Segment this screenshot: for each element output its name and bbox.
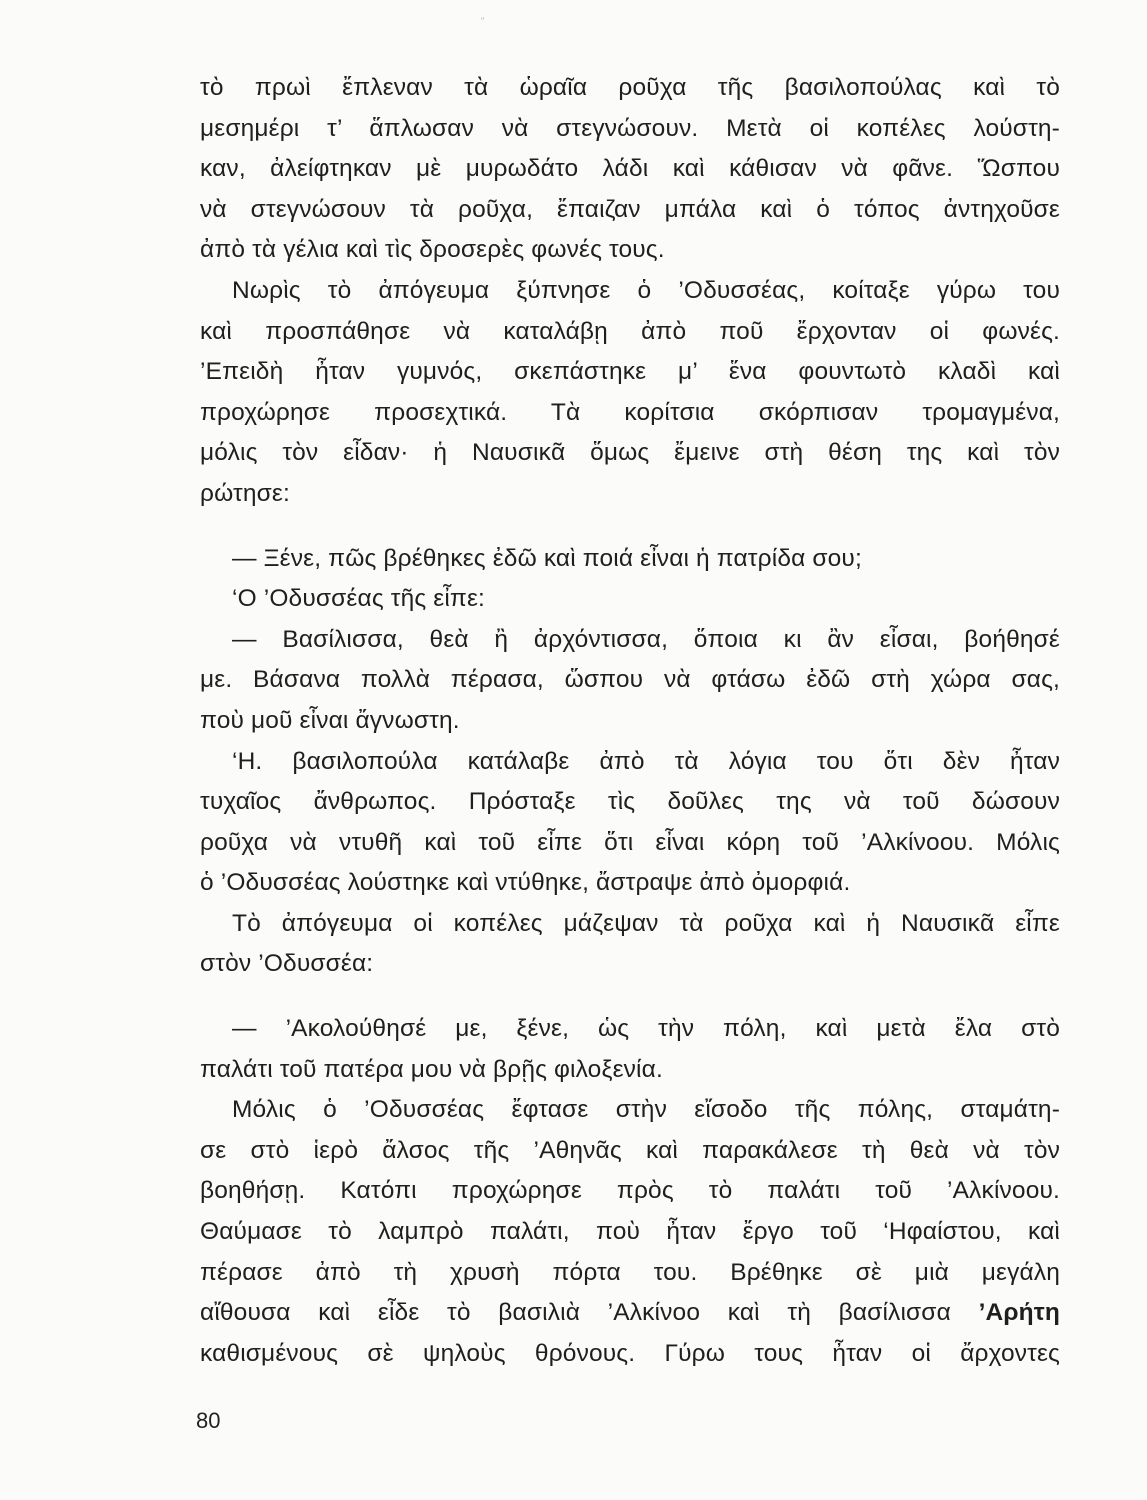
text-line: καθισμένους σὲ ψηλοὺς θρόνους. Γύρω τους ἦταν οἱ ἄρχοντες bbox=[200, 1339, 1060, 1367]
bold-name: ’Αρήτη bbox=[978, 1299, 1060, 1327]
paragraph-8 bbox=[200, 1009, 1060, 1090]
text-line: καὶ προσπάθησε νὰ καταλάβῃ ἀπὸ ποῦ ἔρχονταν οἱ φωνές. bbox=[200, 317, 1060, 345]
text-line: — ’Ακολούθησέ με, ξένε, ὡς τὴν πόλη, καὶ μετὰ ἔλα στὸ bbox=[232, 1015, 1060, 1043]
text-line: βοηθήσῃ. Κατόπι προχώρησε πρὸς τὸ παλάτι τοῦ ’Αλκίνοου. bbox=[200, 1177, 1060, 1205]
text-line: Νωρὶς τὸ ἀπόγευμα ξύπνησε ὁ ’Οδυσσέας, κοίταξε γύρω του bbox=[232, 276, 1060, 304]
text-line: Μόλις ὁ ’Οδυσσέας ἔφτασε στὴν εἴσοδο τῆς πόλης, σταμάτη- bbox=[232, 1096, 1060, 1124]
text-line: ἀπὸ τὰ γέλια καὶ τὶς δροσερὲς φωνές τους. bbox=[200, 236, 665, 264]
text-line: ‘Ο ’Οδυσσέας τῆς εἶπε: bbox=[232, 585, 486, 613]
text-line: — Βασίλισσα, θεὰ ἢ ἀρχόντισσα, ὅποια κι ἂν εἶσαι, βοήθησέ bbox=[232, 625, 1060, 653]
text-line: Θαύμασε τὸ λαμπρὸ παλάτι, ποὺ ἦταν ἔργο τοῦ ‘Ηφαίστου, καὶ bbox=[200, 1218, 1060, 1246]
paragraph-3 bbox=[200, 539, 1060, 580]
paragraph-5 bbox=[200, 620, 1060, 742]
text-line: νὰ στεγνώσουν τὰ ροῦχα, ἔπαιζαν μπάλα καὶ ὁ τόπος ἀντηχοῦσε bbox=[200, 195, 1060, 223]
scan-mark: " bbox=[481, 16, 485, 26]
text-line: τὸ πρωὶ ἔπλεναν τὰ ὡραῖα ροῦχα τῆς βασιλοπούλας καὶ τὸ bbox=[200, 74, 1060, 101]
text-line: — Ξένε, πῶς βρέθηκες ἐδῶ καὶ ποιά εἶναι ἡ πατρίδα σου; bbox=[232, 544, 862, 572]
text-line: πέρασε ἀπὸ τὴ χρυσὴ πόρτα του. Βρέθηκε σὲ μιὰ μεγάλη bbox=[200, 1258, 1060, 1286]
text-line bbox=[200, 1293, 1060, 1334]
text-line: μόλις τὸν εἶδαν· ἡ Ναυσικᾶ ὅμως ἔμεινε στὴ θέση της καὶ τὸν bbox=[200, 439, 1060, 467]
text-line: ‘Η. βασιλοπούλα κατάλαβε ἀπὸ τὰ λόγια του ὅτι δὲν ἦταν bbox=[232, 747, 1060, 775]
paragraph-4 bbox=[200, 579, 1060, 620]
text-line: σε στὸ ἱερὸ ἄλσος τῆς ’Αθηνᾶς καὶ παρακάλεσε τὴ θεὰ νὰ τὸν bbox=[200, 1136, 1060, 1164]
text-line: ’Επειδὴ ἦταν γυμνός, σκεπάστηκε μ’ ἕνα φουντωτὸ κλαδὶ καὶ bbox=[200, 358, 1060, 386]
paragraph-9 bbox=[200, 1090, 1060, 1374]
paragraph-2 bbox=[200, 271, 1060, 515]
text-line: Τὸ ἀπόγευμα οἱ κοπέλες μάζεψαν τὰ ροῦχα καὶ ἡ Ναυσικᾶ εἶπε bbox=[232, 909, 1060, 937]
text-line: παλάτι τοῦ πατέρα μου νὰ βρῇς φιλοξενία. bbox=[200, 1055, 663, 1083]
text-line: ρώτησε: bbox=[200, 479, 290, 507]
text-line: ροῦχα νὰ ντυθῆ καὶ τοῦ εἶπε ὅτι εἶναι κόρη τοῦ ’Αλκίνοου. Μόλις bbox=[200, 828, 1060, 856]
page-number: 80 bbox=[196, 1408, 221, 1433]
text-line-part: αἴθουσα καὶ εἶδε τὸ βασιλιὰ ’Αλκίνοο καὶ τὴ βασίλισσα bbox=[200, 1299, 951, 1327]
text-line: ὁ ’Οδυσσέας λούστηκε καὶ ντύθηκε, ἄστραψε ἀπὸ ὀμορφιά. bbox=[200, 869, 851, 897]
paragraph-7 bbox=[200, 904, 1060, 985]
text-line: τυχαῖος ἄνθρωπος. Πρόσταξε τὶς δοῦλες της νὰ τοῦ δώσουν bbox=[200, 788, 1060, 816]
text-line: καν, ἀλείφτηκαν μὲ μυρωδάτο λάδι καὶ κάθισαν νὰ φᾶνε. Ὥσπου bbox=[200, 155, 1060, 183]
paragraph-6 bbox=[200, 742, 1060, 904]
text-line: μεσημέρι τ’ ἅπλωσαν νὰ στεγνώσουν. Μετὰ οἱ κοπέλες λούστη- bbox=[200, 114, 1060, 142]
text-line: με. Βάσανα πολλὰ πέρασα, ὥσπου νὰ φτάσω ἐδῶ στὴ χώρα σας, bbox=[200, 666, 1060, 694]
text-line: ποὺ μοῦ εἶναι ἄγνωστη. bbox=[200, 706, 460, 734]
text-body bbox=[200, 68, 1060, 1374]
paragraph-1 bbox=[200, 68, 1060, 271]
text-line: στὸν ’Οδυσσέα: bbox=[200, 950, 374, 978]
text-line: προχώρησε προσεχτικά. Τὰ κορίτσια σκόρπισαν τρομαγμένα, bbox=[200, 398, 1060, 426]
